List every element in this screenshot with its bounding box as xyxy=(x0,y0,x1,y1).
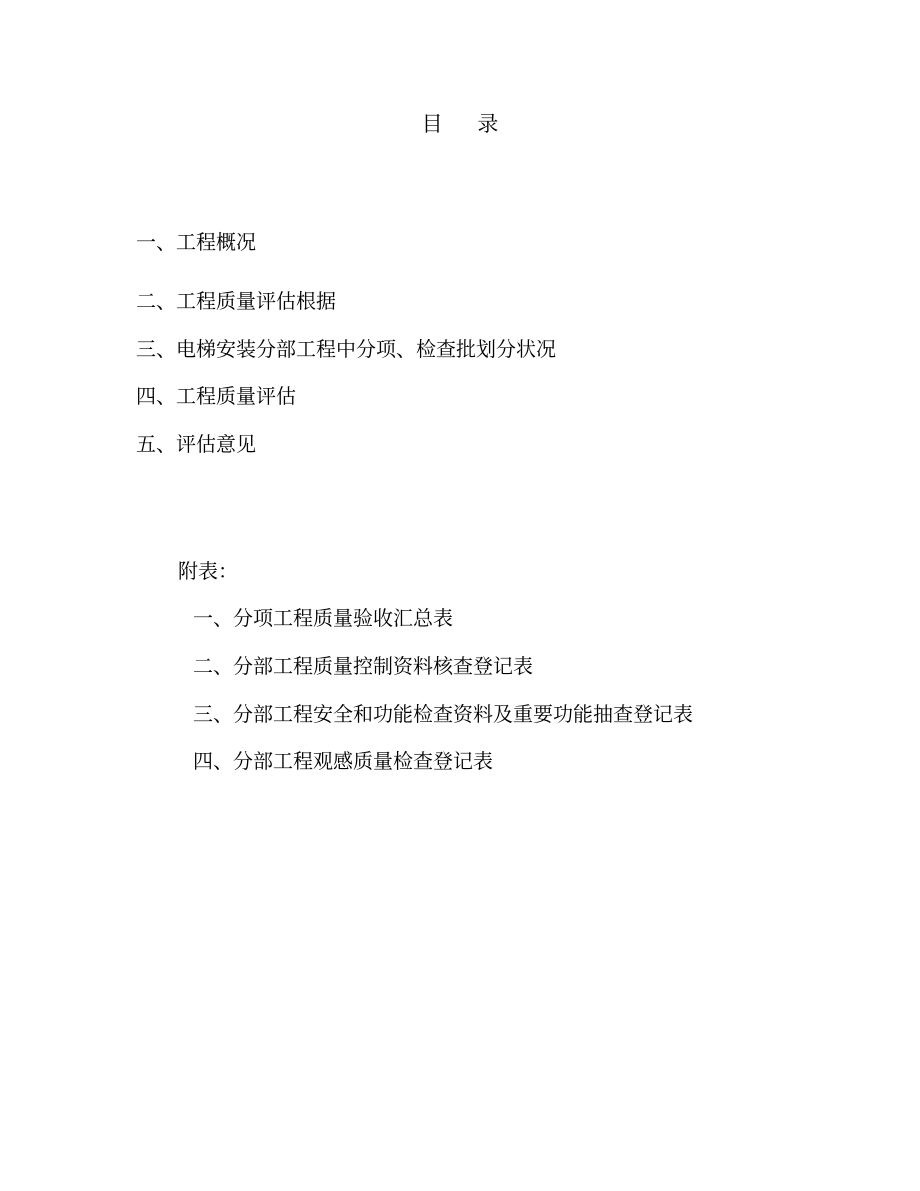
toc-item-quality-evaluation: 四、工程质量评估 xyxy=(136,384,296,408)
toc-item-evaluation-opinion: 五、评估意见 xyxy=(136,432,256,456)
appendix-item-summary-table: 一、分项工程质量验收汇总表 xyxy=(193,606,453,630)
appendix-item-safety-function-table: 三、分部工程安全和功能检查资料及重要功能抽查登记表 xyxy=(193,702,693,726)
toc-item-overview: 一、工程概况 xyxy=(136,230,256,254)
toc-item-evaluation-basis: 二、工程质量评估根据 xyxy=(136,289,336,313)
appendix-item-appearance-quality-table: 四、分部工程观感质量检查登记表 xyxy=(193,749,493,773)
page-title: 目 录 xyxy=(421,112,513,136)
appendix-item-control-data-table: 二、分部工程质量控制资料核查登记表 xyxy=(193,654,533,678)
appendix-label: 附表： xyxy=(178,559,238,583)
toc-item-division-status: 三、电梯安装分部工程中分项、检查批划分状况 xyxy=(136,337,556,361)
